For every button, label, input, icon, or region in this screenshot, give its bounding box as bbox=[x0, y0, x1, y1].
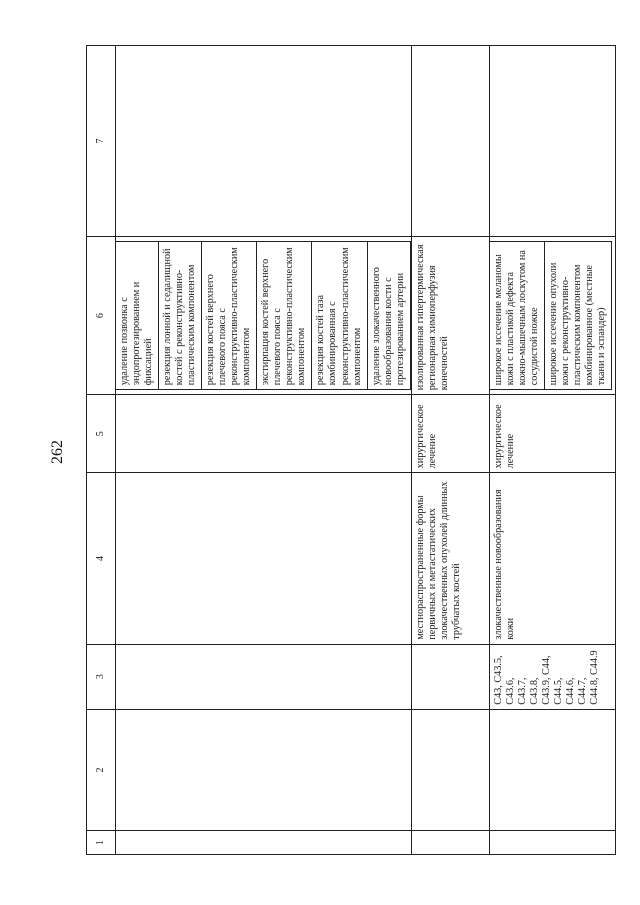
cell-empty bbox=[489, 46, 615, 237]
procedure-list bbox=[116, 241, 411, 390]
cell-empty bbox=[116, 709, 412, 830]
cell-procedures bbox=[116, 236, 412, 394]
procedures-table bbox=[86, 45, 616, 855]
header-col-5: 5 bbox=[87, 395, 116, 473]
cell-empty bbox=[489, 709, 615, 830]
cell-empty bbox=[116, 46, 412, 237]
cell-diagnosis: местнораспространенные формы первичных и метастатических злокачественных опухолей длинных трубчатых костей bbox=[411, 473, 489, 644]
header-col-6: 6 bbox=[87, 236, 116, 394]
header-row bbox=[87, 46, 116, 855]
cell-procedure: изолированная гипертермическая регионарная химиоперфузия конечностей bbox=[411, 236, 489, 394]
cell-procedures bbox=[489, 236, 615, 394]
list-item: удаление злокачественного новообразования кости с протезированием артерии bbox=[367, 241, 410, 389]
cell-treatment-type: хирургическое лечение bbox=[411, 395, 489, 473]
procedure-list bbox=[490, 241, 612, 390]
rotated-table-container bbox=[86, 45, 616, 855]
cell-empty bbox=[411, 709, 489, 830]
table-row bbox=[116, 46, 412, 855]
cell-empty bbox=[411, 46, 489, 237]
cell-empty bbox=[411, 831, 489, 855]
cell-diagnosis: злокачественные новообразования кожи bbox=[489, 473, 615, 644]
cell-icd-codes: C43, C43.5, C43.6, C43.7, C43.8, C43.9, C44, C44.5, C44.6, C44.7, C44.8, C44.9 bbox=[489, 644, 615, 709]
list-item: широкое иссечение меланомы кожи с пластикой дефекта кожно-мышечным лоскутом на сосудистой ножке bbox=[490, 241, 545, 389]
header-col-3: 3 bbox=[87, 644, 116, 709]
cell-treatment-type: хирургическое лечение bbox=[489, 395, 615, 473]
page-number: 262 bbox=[49, 440, 66, 464]
list-item: резекция лонной и седалищной костей с реконструктивно-пластическим компонентом bbox=[159, 241, 202, 389]
cell-empty bbox=[411, 644, 489, 709]
header-col-1: 1 bbox=[87, 831, 116, 855]
table-row bbox=[411, 46, 489, 855]
header-col-4: 4 bbox=[87, 473, 116, 644]
list-item: удаление позвонка с эндопротезированием и фиксацией bbox=[116, 241, 159, 389]
cell-empty bbox=[116, 644, 412, 709]
list-item: резекция костей верхнего плечевого пояса с реконструктивно-пластическим компонентом bbox=[202, 241, 257, 389]
table-row bbox=[489, 46, 615, 855]
cell-empty bbox=[116, 395, 412, 473]
cell-empty bbox=[116, 473, 412, 644]
cell-empty bbox=[116, 831, 412, 855]
list-item: резекция костей таза комбинированная с реконструктивно-пластическим компонентом bbox=[312, 241, 367, 389]
header-col-2: 2 bbox=[87, 709, 116, 830]
list-item: экстирпация костей верхнего плечевого пояса с реконструктивно-пластическим компонентом bbox=[257, 241, 312, 389]
header-col-7: 7 bbox=[87, 46, 116, 237]
list-item: широкое иссечение опухоли кожи с реконструктивно-пластическим компонентом комбинированное (местные ткани и эспандер) bbox=[544, 241, 611, 389]
cell-empty bbox=[489, 831, 615, 855]
